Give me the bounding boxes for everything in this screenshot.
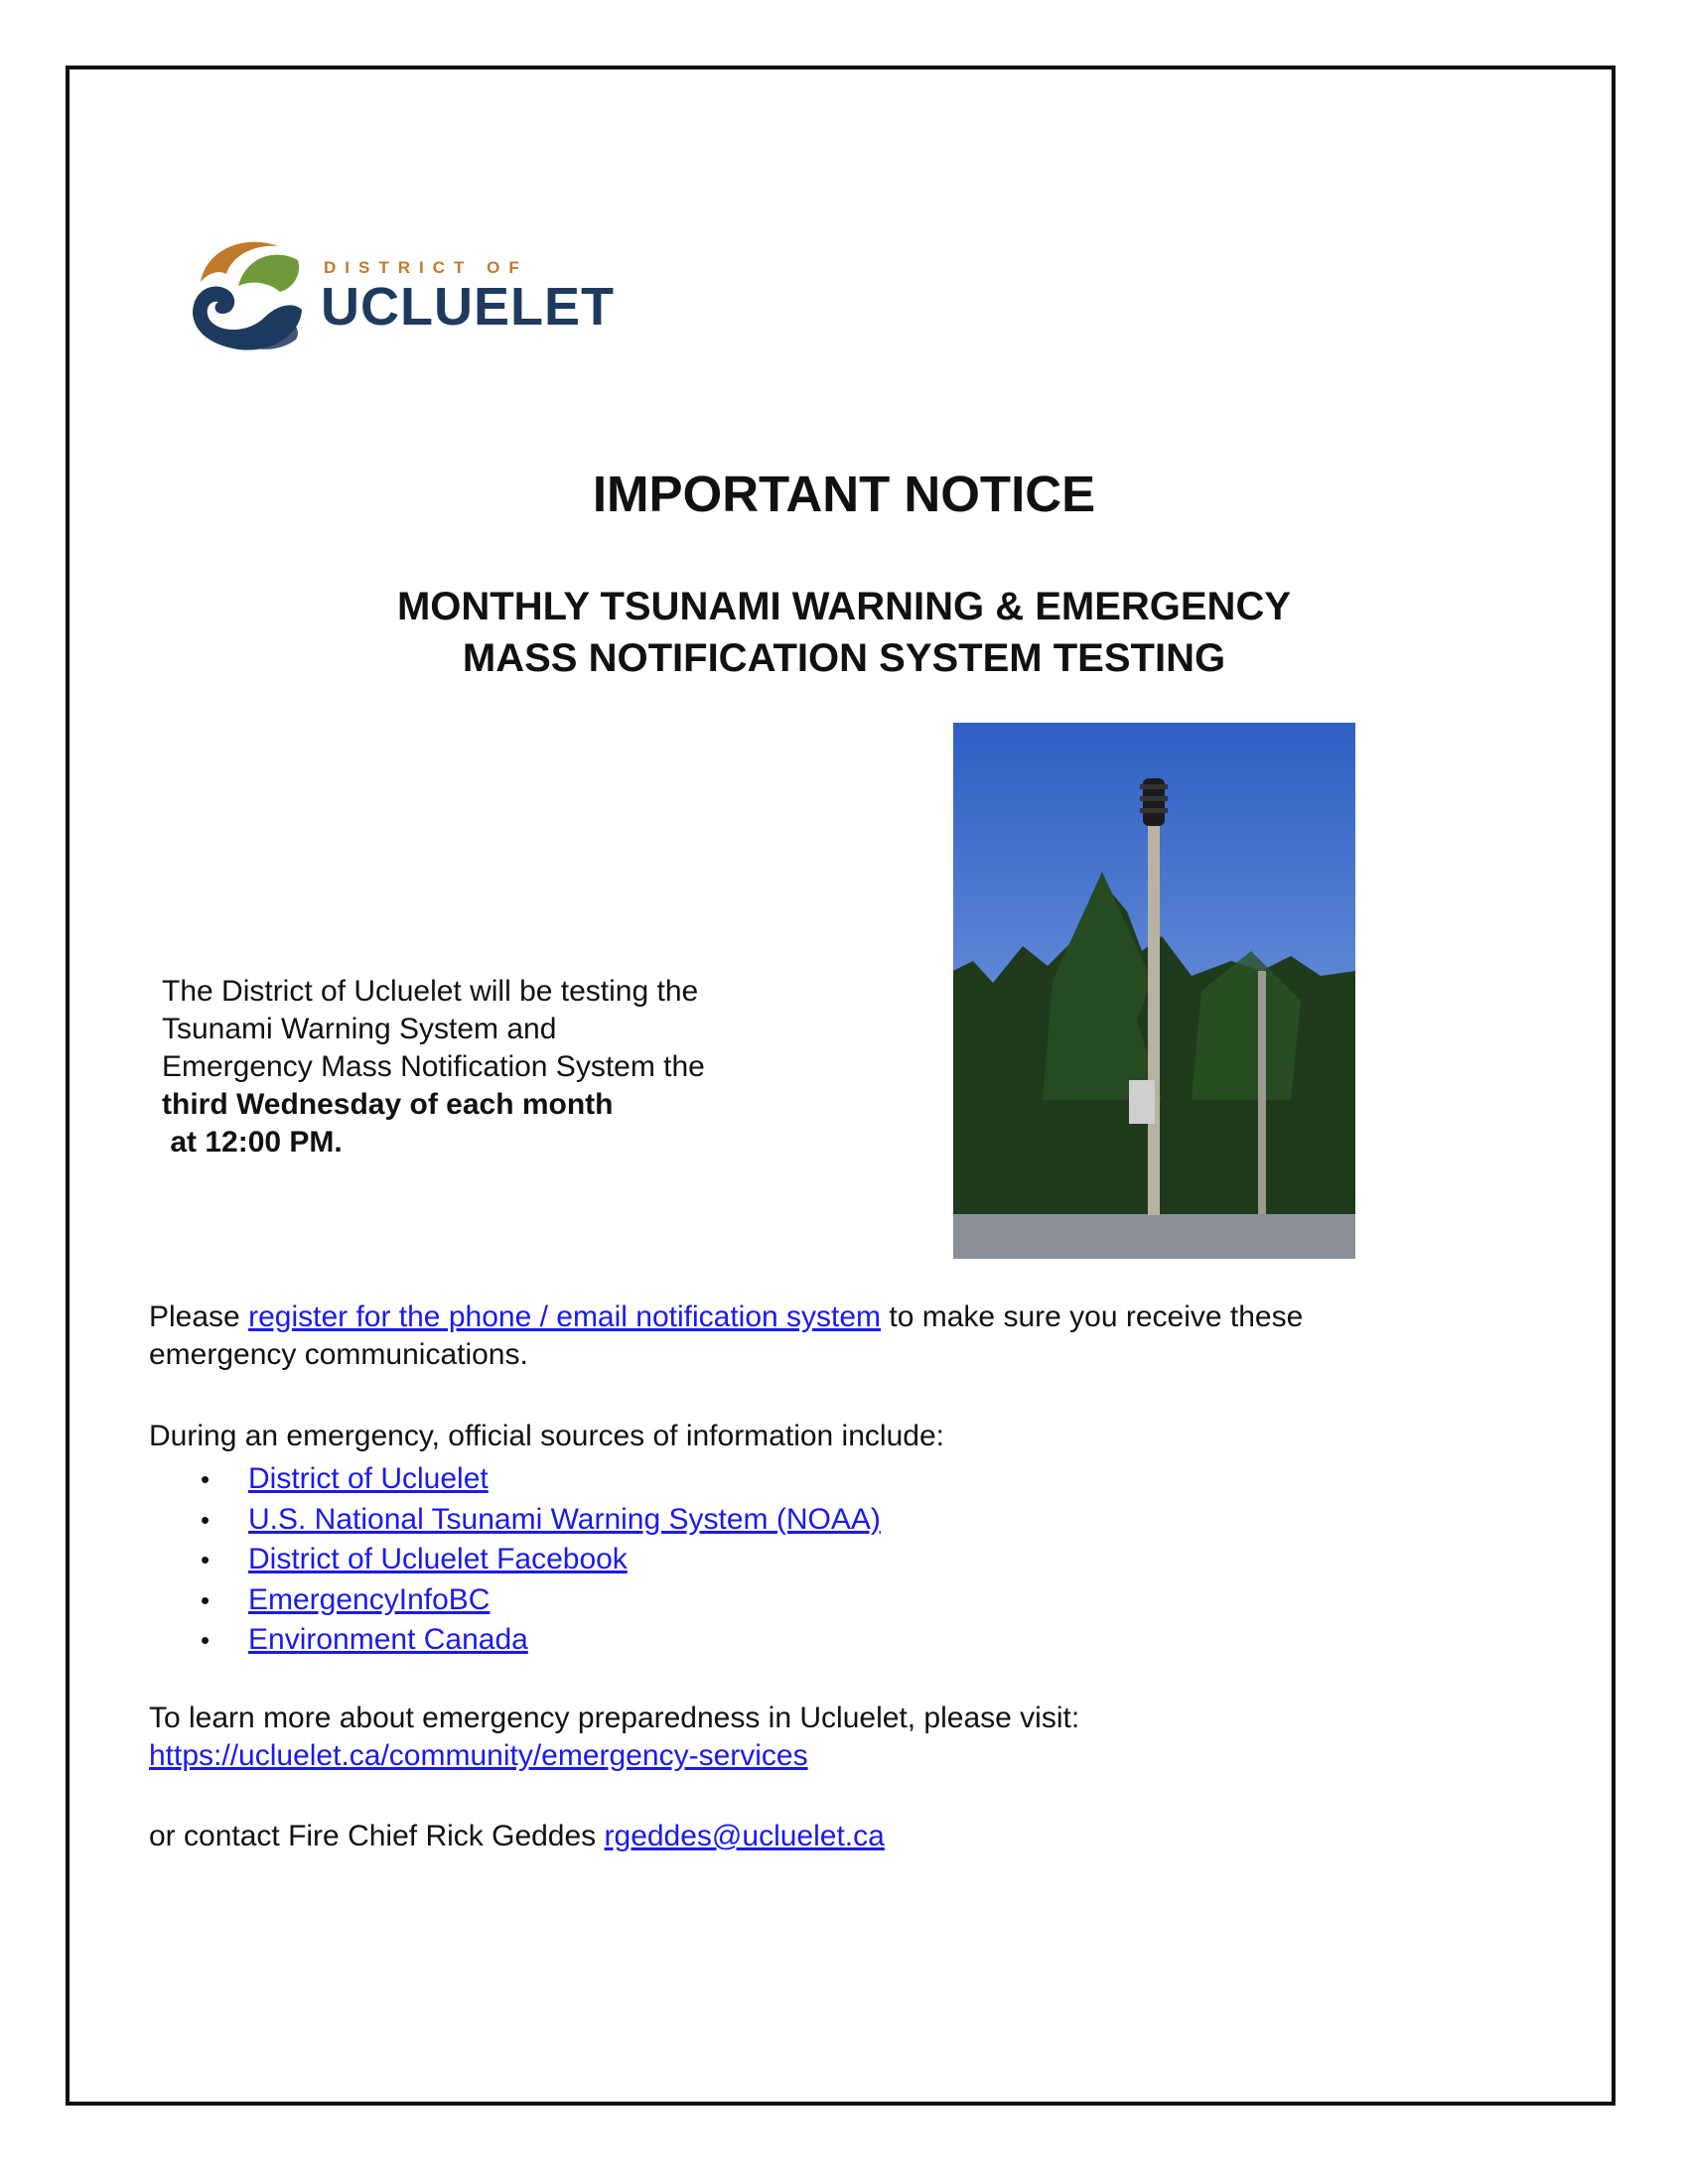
register-line-1: [149, 1298, 1539, 1336]
intro-line-1: The District of Ucluelet will be testing the: [162, 975, 699, 1008]
list-item: [149, 1580, 881, 1621]
district-logo: [187, 230, 615, 357]
intro-line-5: at 12:00 PM.: [162, 1126, 343, 1159]
page-subtitle: [0, 581, 1688, 684]
learn-more-paragraph: [149, 1700, 1539, 1775]
source-link-facebook[interactable]: District of Ucluelet Facebook: [248, 1543, 628, 1576]
list-item: [149, 1459, 881, 1500]
logo-district-of: DISTRICT OF: [324, 258, 528, 277]
sources-heading: During an emergency, official sources of information include:: [149, 1420, 944, 1452]
source-link-environment-canada[interactable]: Environment Canada: [248, 1623, 528, 1657]
tsunami-siren-photo: [953, 723, 1355, 1259]
bullet: •: [201, 1584, 211, 1615]
intro-paragraph: [162, 973, 797, 1161]
list-item: [149, 1540, 881, 1580]
register-notification-link[interactable]: register for the phone / email notification system: [248, 1300, 882, 1333]
register-prefix: Please: [149, 1300, 249, 1333]
bullet: •: [201, 1625, 211, 1656]
page-title: IMPORTANT NOTICE: [592, 466, 1096, 522]
intro-line-2: Tsunami Warning System and: [162, 1013, 557, 1045]
register-suffix: to make sure you receive these: [881, 1300, 1304, 1333]
ucluelet-wave-icon: [187, 230, 306, 357]
emergency-services-link[interactable]: https://ucluelet.ca/community/emergency-services: [149, 1739, 808, 1772]
learn-more-text: To learn more about emergency preparedness in Ucluelet, please visit:: [149, 1702, 1080, 1734]
contact-email-link[interactable]: rgeddes@ucluelet.ca: [604, 1820, 885, 1852]
register-paragraph: [149, 1298, 1539, 1374]
source-link-emergencyinfobc[interactable]: EmergencyInfoBC: [248, 1582, 491, 1616]
list-item: [149, 1500, 881, 1541]
bullet: •: [201, 1504, 211, 1535]
source-link-noaa[interactable]: U.S. National Tsunami Warning System (NOAA): [248, 1502, 881, 1536]
subtitle-line-2: MASS NOTIFICATION SYSTEM TESTING: [462, 636, 1226, 680]
sources-list: [149, 1459, 881, 1661]
logo-ucluelet: UCLUELET: [321, 277, 615, 337]
contact-paragraph: [149, 1818, 1539, 1855]
source-link-district[interactable]: District of Ucluelet: [248, 1462, 489, 1495]
contact-prefix: or contact Fire Chief Rick Geddes: [149, 1820, 605, 1852]
bullet: •: [201, 1545, 211, 1575]
subtitle-line-1: MONTHLY TSUNAMI WARNING & EMERGENCY: [396, 585, 1292, 628]
bullet: •: [201, 1464, 211, 1494]
intro-line-3: Emergency Mass Notification System the: [162, 1050, 705, 1083]
list-item: [149, 1620, 881, 1661]
intro-line-4: third Wednesday of each month: [162, 1088, 614, 1121]
register-line-2: emergency communications.: [149, 1338, 528, 1371]
